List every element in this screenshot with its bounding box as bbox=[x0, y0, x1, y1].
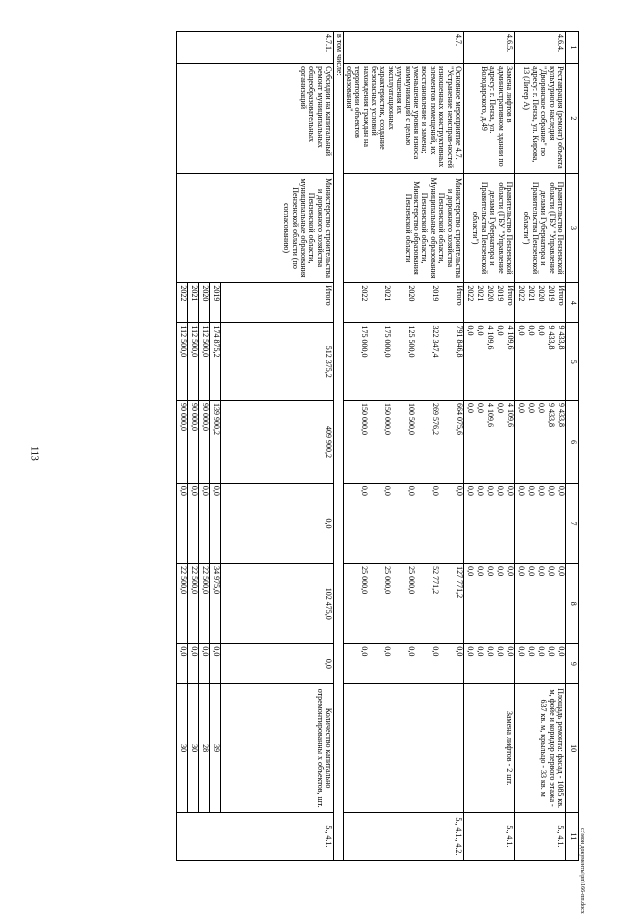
amount-cell: 9 433,8 bbox=[555, 323, 566, 401]
executor: Правительство Пензенской области (ГБУ "Управление делами Губернатора и Правительства Пензенской области") bbox=[464, 173, 515, 283]
amount-cell: 322 347,4 bbox=[415, 323, 439, 401]
amount-cell: 0,0 bbox=[474, 323, 484, 401]
amount-cell: 0,0 bbox=[199, 483, 210, 563]
amount-cell: 0,0 bbox=[535, 323, 545, 401]
column-number: 10 bbox=[566, 684, 579, 812]
year-cell: 2021 bbox=[188, 283, 199, 323]
year-cell: 2020 bbox=[391, 283, 415, 323]
amount-cell: 0,0 bbox=[545, 644, 555, 684]
year-cell: 2019 bbox=[210, 283, 221, 323]
amount-cell: 0,0 bbox=[391, 644, 415, 684]
amount-cell: 90 000,0 bbox=[188, 401, 199, 484]
amount-cell: 0,0 bbox=[343, 483, 368, 563]
measure-name: Замена лифтов в административном здании по адресу: г. Пенза, ул. Володарского, д.49 bbox=[464, 64, 515, 174]
table-row bbox=[504, 32, 515, 861]
amount-cell: 0,0 bbox=[474, 483, 484, 563]
amount-cell: 0,0 bbox=[484, 483, 494, 563]
amount-cell: 9 433,8 bbox=[545, 401, 555, 484]
column-number-row bbox=[566, 32, 579, 861]
indicator-cell bbox=[343, 684, 463, 812]
amount-cell: 0,0 bbox=[484, 644, 494, 684]
footer-file-path: c:\мои документы\рп\166-пп.docx bbox=[579, 828, 585, 914]
amount-cell: 0,0 bbox=[494, 401, 504, 484]
amount-cell: 0,0 bbox=[188, 483, 199, 563]
amount-cell: 139 900,2 bbox=[210, 401, 221, 484]
amount-cell: 0,0 bbox=[515, 483, 526, 563]
amount-cell: 34 975,0 bbox=[210, 564, 221, 644]
amount-cell: 0,0 bbox=[504, 483, 515, 563]
amount-cell: 0,0 bbox=[504, 644, 515, 684]
indicator-cell: Количество капитально отремонтированны х объектов, шт. bbox=[221, 684, 334, 812]
amount-cell: 512 375,2 bbox=[221, 323, 334, 401]
tasks-cell: 5., 4.1. bbox=[177, 812, 334, 860]
amount-cell: 175 000,0 bbox=[343, 323, 368, 401]
amount-cell: 0,0 bbox=[555, 564, 566, 644]
column-number: 5 bbox=[566, 323, 579, 401]
amount-cell: 150 000,0 bbox=[343, 401, 368, 484]
amount-cell: 0,0 bbox=[525, 564, 535, 644]
amount-cell: 0,0 bbox=[545, 564, 555, 644]
amount-cell: 791 846,8 bbox=[439, 323, 464, 401]
amount-cell: 0,0 bbox=[535, 564, 545, 644]
year-cell: 2019 bbox=[545, 283, 555, 323]
amount-cell: 127 771,2 bbox=[439, 564, 464, 644]
amount-cell: 52 771,2 bbox=[415, 564, 439, 644]
measure-name: Основное мероприятие 4.7. "Устранение неисправ-ностей изношенных конструктивных элементов помещений, их восстановление и замена; уменьшение уровня износа коммуникаций с целью улучшения их эксплуатационных характеристик, создание безопасных условий нахождения граждан на территории объектов образования" bbox=[343, 64, 463, 174]
amount-cell: 0,0 bbox=[188, 644, 199, 684]
amount-cell: 90 000,0 bbox=[199, 401, 210, 484]
rotated-table-sheet bbox=[84, 31, 579, 861]
amount-cell: 0,0 bbox=[221, 644, 334, 684]
column-number: 11 bbox=[566, 812, 579, 860]
year-cell: 2022 bbox=[177, 283, 188, 323]
amount-cell: 0,0 bbox=[474, 564, 484, 644]
amount-cell: 112 500,0 bbox=[177, 323, 188, 401]
year-cell: 2022 bbox=[343, 283, 368, 323]
year-cell: 2021 bbox=[474, 283, 484, 323]
amount-cell: 0,0 bbox=[535, 483, 545, 563]
amount-cell: 22 500,0 bbox=[188, 564, 199, 644]
amount-cell: 0,0 bbox=[391, 483, 415, 563]
amount-cell: 0,0 bbox=[494, 644, 504, 684]
amount-cell: 0,0 bbox=[177, 644, 188, 684]
amount-cell: 0,0 bbox=[464, 564, 475, 644]
amount-cell: 4 109,6 bbox=[484, 401, 494, 484]
amount-cell: 0,0 bbox=[545, 483, 555, 563]
amount-cell: 0,0 bbox=[464, 323, 475, 401]
indicator-value: 28 bbox=[199, 684, 210, 812]
amount-cell: 0,0 bbox=[368, 644, 392, 684]
amount-cell: 0,0 bbox=[415, 644, 439, 684]
in-that-number-label: в том числе: bbox=[334, 32, 343, 861]
amount-cell: 409 900,2 bbox=[221, 401, 334, 484]
measure-name: Реставрация (ремонт) объекта культурного наследия "Дворянское собрание" по адресу: г. Пенза, ул. Кирова, 13 (Литер А) bbox=[515, 64, 566, 174]
row-number: 4.7.1. bbox=[177, 32, 334, 64]
amount-cell: 4 109,6 bbox=[484, 323, 494, 401]
table-row bbox=[221, 32, 334, 861]
amount-cell: 22 500,0 bbox=[177, 564, 188, 644]
amount-cell: 0,0 bbox=[210, 483, 221, 563]
amount-cell: 0,0 bbox=[494, 323, 504, 401]
row-number: 4.6.4. bbox=[515, 32, 566, 64]
amount-cell: 0,0 bbox=[474, 644, 484, 684]
column-number: 3 bbox=[566, 173, 579, 283]
page-number: 113 bbox=[28, 446, 40, 461]
amount-cell: 0,0 bbox=[464, 401, 475, 484]
amount-cell: 0,0 bbox=[515, 323, 526, 401]
program-table bbox=[176, 31, 579, 861]
measure-name: Субсидии на капитальный ремонт муниципальных общеобразовательных организаций bbox=[177, 64, 334, 174]
amount-cell: 0,0 bbox=[484, 564, 494, 644]
amount-cell: 0,0 bbox=[494, 564, 504, 644]
indicator-cell: Площадь ремонта: фасад - 1085 кв. м, фойе и коридор первого этажа - 637 кв. м, крыльцо - 33 кв. м bbox=[515, 684, 566, 812]
amount-cell: 90 000,0 bbox=[177, 401, 188, 484]
amount-cell: 0,0 bbox=[515, 644, 526, 684]
column-number: 6 bbox=[566, 401, 579, 484]
amount-cell: 175 000,0 bbox=[368, 323, 392, 401]
table-body bbox=[177, 32, 579, 861]
amount-cell: 0,0 bbox=[515, 564, 526, 644]
amount-cell: 9 433,8 bbox=[555, 401, 566, 484]
row-number: 4.7. bbox=[343, 32, 463, 64]
executor: Министерство строительства и дорожного хозяйства Пензенской области, Муниципальные образования Пензенской области, Министерство образования Пензенской области bbox=[343, 173, 463, 283]
year-cell: Итого bbox=[555, 283, 566, 323]
year-cell: 2022 bbox=[464, 283, 475, 323]
year-cell: 2022 bbox=[515, 283, 526, 323]
amount-cell: 112 500,0 bbox=[188, 323, 199, 401]
amount-cell: 100 500,0 bbox=[391, 401, 415, 484]
column-number: 7 bbox=[566, 483, 579, 563]
amount-cell: 4 109,6 bbox=[504, 323, 515, 401]
amount-cell: 0,0 bbox=[535, 401, 545, 484]
amount-cell: 0,0 bbox=[368, 483, 392, 563]
amount-cell: 0,0 bbox=[210, 644, 221, 684]
column-number: 2 bbox=[566, 64, 579, 174]
year-cell: Итого bbox=[221, 283, 334, 323]
column-number: 9 bbox=[566, 644, 579, 684]
column-number: 1 bbox=[566, 32, 579, 64]
amount-cell: 150 000,0 bbox=[368, 401, 392, 484]
tasks-cell: 5., 4.1. bbox=[515, 812, 566, 860]
amount-cell: 0,0 bbox=[439, 483, 464, 563]
year-cell: 2021 bbox=[525, 283, 535, 323]
year-cell: 2020 bbox=[484, 283, 494, 323]
amount-cell: 0,0 bbox=[199, 644, 210, 684]
amount-cell: 0,0 bbox=[439, 644, 464, 684]
amount-cell: 25 000,0 bbox=[343, 564, 368, 644]
year-cell: Итого bbox=[504, 283, 515, 323]
amount-cell: 0,0 bbox=[464, 483, 475, 563]
indicator-value: 30 bbox=[188, 684, 199, 812]
amount-cell: 174 875,2 bbox=[210, 323, 221, 401]
tasks-cell: 5., 4.1. bbox=[464, 812, 515, 860]
amount-cell: 125 500,0 bbox=[391, 323, 415, 401]
year-cell: 2020 bbox=[199, 283, 210, 323]
executor: Правительство Пензенской области (ГБУ "Управление делами Губернатора и Правительства Пензенской области") bbox=[515, 173, 566, 283]
year-cell: 2019 bbox=[415, 283, 439, 323]
year-cell: 2020 bbox=[535, 283, 545, 323]
amount-cell: 0,0 bbox=[464, 644, 475, 684]
year-cell: Итого bbox=[439, 283, 464, 323]
amount-cell: 0,0 bbox=[535, 644, 545, 684]
amount-cell: 0,0 bbox=[494, 483, 504, 563]
amount-cell: 0,0 bbox=[555, 644, 566, 684]
amount-cell: 25 000,0 bbox=[368, 564, 392, 644]
amount-cell: 25 000,0 bbox=[391, 564, 415, 644]
amount-cell: 22 500,0 bbox=[199, 564, 210, 644]
year-cell: 2021 bbox=[368, 283, 392, 323]
amount-cell: 102 475,0 bbox=[221, 564, 334, 644]
amount-cell: 0,0 bbox=[525, 644, 535, 684]
amount-cell: 9 433,8 bbox=[545, 323, 555, 401]
amount-cell: 0,0 bbox=[555, 483, 566, 563]
indicator-cell: Замена лифтов - 2 шт. bbox=[464, 684, 515, 812]
amount-cell: 0,0 bbox=[474, 401, 484, 484]
in-that-number-row bbox=[334, 32, 343, 861]
amount-cell: 0,0 bbox=[415, 483, 439, 563]
tasks-cell: 5., 4.1., 4.2. bbox=[343, 812, 463, 860]
amount-cell: 664 075,6 bbox=[439, 401, 464, 484]
executor: Министерство строительства и дорожного хозяйства Пензенской области, муниципальные образования Пензенской области (по согласованию) bbox=[177, 173, 334, 283]
amount-cell: 4 109,6 bbox=[504, 401, 515, 484]
indicator-value: 30 bbox=[177, 684, 188, 812]
amount-cell: 0,0 bbox=[177, 483, 188, 563]
table-row bbox=[439, 32, 464, 861]
row-number: 4.6.5. bbox=[464, 32, 515, 64]
amount-cell: 0,0 bbox=[515, 401, 526, 484]
amount-cell: 0,0 bbox=[525, 401, 535, 484]
amount-cell: 0,0 bbox=[525, 483, 535, 563]
column-number: 4 bbox=[566, 283, 579, 323]
amount-cell: 112 500,0 bbox=[199, 323, 210, 401]
amount-cell: 0,0 bbox=[504, 564, 515, 644]
amount-cell: 0,0 bbox=[525, 323, 535, 401]
year-cell: 2019 bbox=[494, 283, 504, 323]
amount-cell: 269 576,2 bbox=[415, 401, 439, 484]
amount-cell: 0,0 bbox=[221, 483, 334, 563]
amount-cell: 0,0 bbox=[343, 644, 368, 684]
table-row bbox=[555, 32, 566, 861]
indicator-value: 39 bbox=[210, 684, 221, 812]
column-number: 8 bbox=[566, 564, 579, 644]
